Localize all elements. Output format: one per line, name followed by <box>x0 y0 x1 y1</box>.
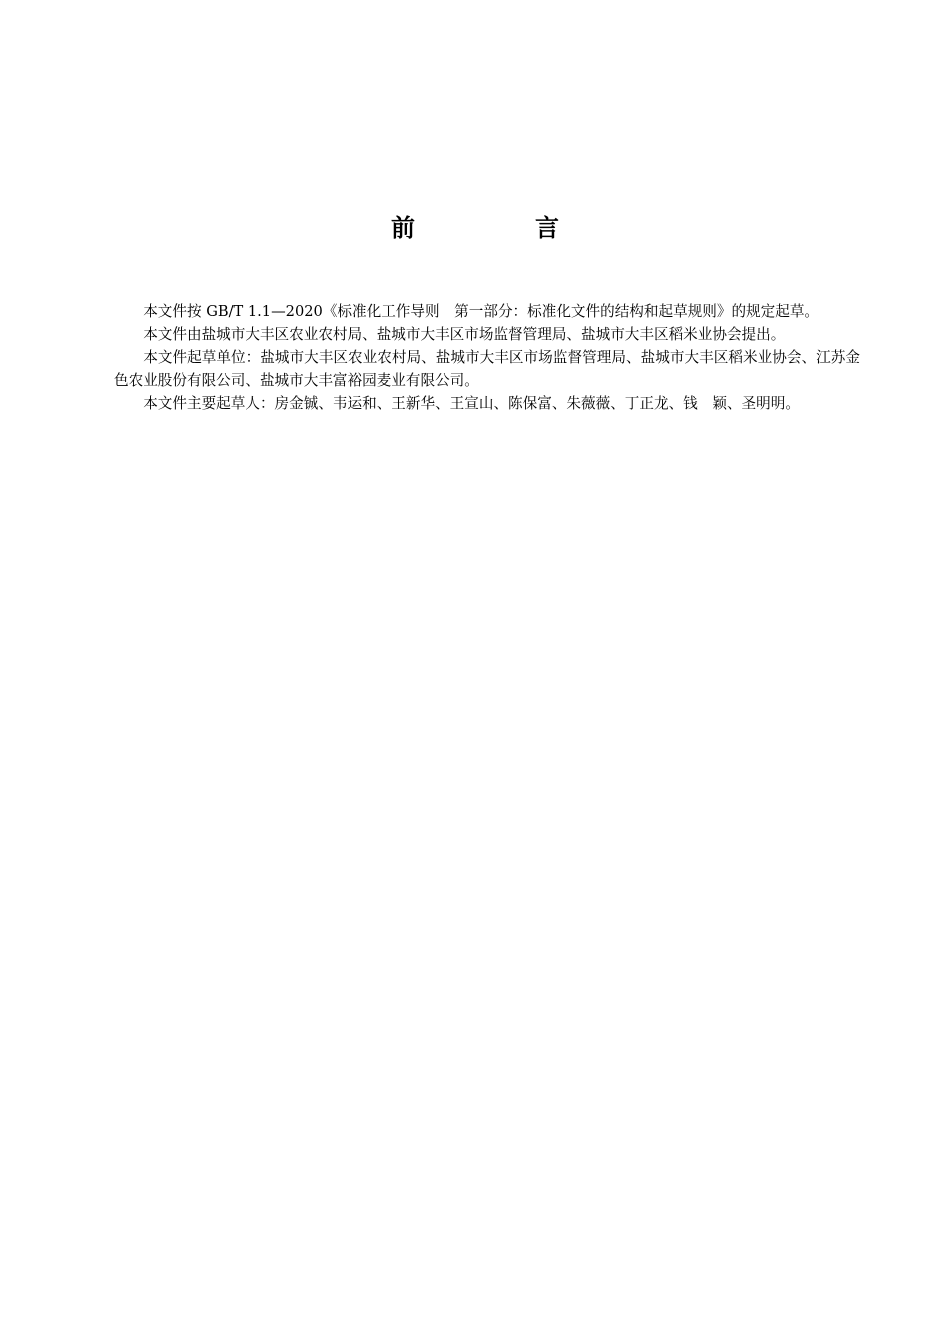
paragraph-drafters: 本文件主要起草人：房金铖、韦运和、王新华、王宣山、陈保富、朱薇薇、丁正龙、钱 颖、圣明明。 <box>143 395 800 412</box>
paragraph-proposer: 本文件由盐城市大丰区农业农村局、盐城市大丰区市场监督管理局、盐城市大丰区稻米业协会提出。 <box>143 326 786 343</box>
page-title: 前 言 <box>391 214 607 242</box>
foreword-body <box>114 300 860 415</box>
paragraph-drafting-units: 本文件起草单位：盐城市大丰区农业农村局、盐城市大丰区市场监督管理局、盐城市大丰区稻米业协会、江苏金色农业股份有限公司、盐城市大丰富裕园麦业有限公司。 <box>114 349 860 389</box>
paragraph-standard-basis: 本文件按 GB/T 1.1—2020《标准化工作导则 第一部分：标准化文件的结构和起草规则》的规定起草。 <box>143 303 820 320</box>
